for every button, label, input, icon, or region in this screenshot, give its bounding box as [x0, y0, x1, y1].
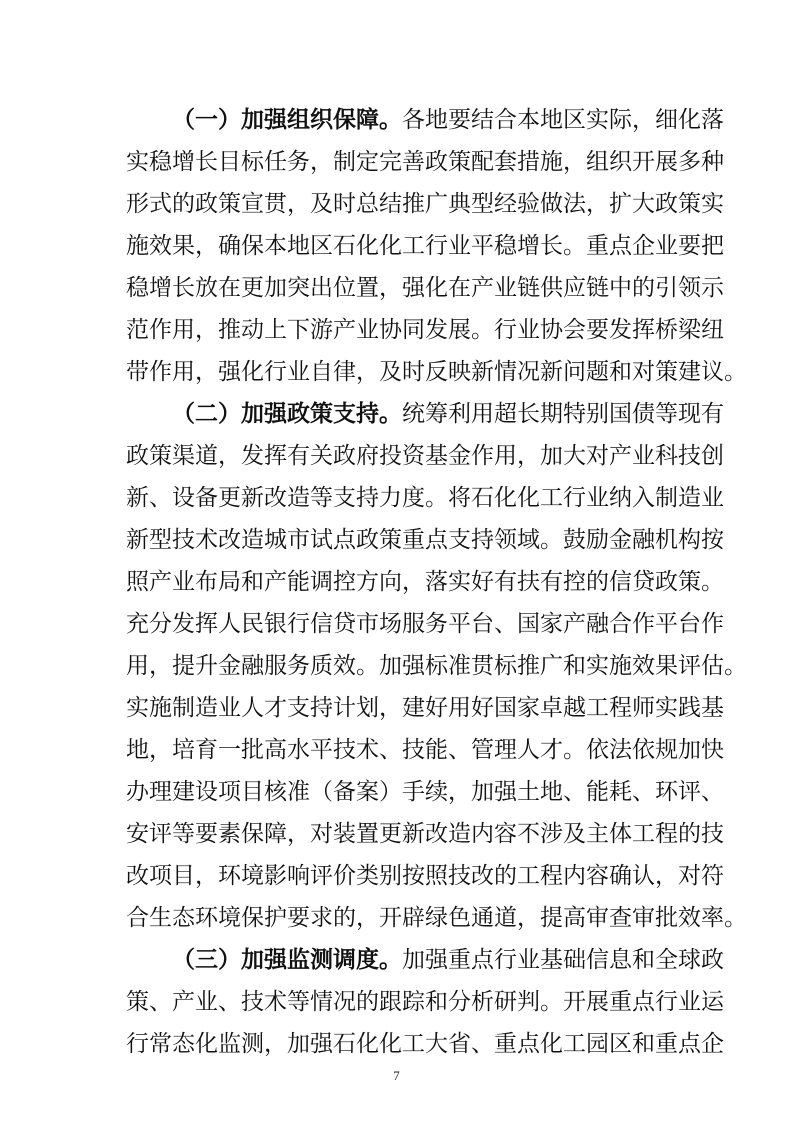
section-3-heading: （三）加强监测调度。	[172, 946, 402, 973]
paragraph-2-line-4: 新型技术改造城市试点政策重点支持领域。鼓励金融机构按	[126, 527, 724, 553]
page-number: 7	[393, 1068, 400, 1083]
paragraph-1-line-6: 范作用，推动上下游产业协同发展。行业协会要发挥桥梁纽	[126, 317, 724, 343]
paragraph-1-line-2: 实稳增长目标任务，制定完善政策配套措施，组织开展多种	[126, 149, 724, 175]
paragraph-2-line-2: 政策渠道，发挥有关政府投资基金作用，加大对产业科技创	[126, 443, 724, 469]
paragraph-2-line-12: 改项目，环境影响评价类别按照技改的工程内容确认，对符	[126, 863, 724, 889]
paragraph-3-text: 加强重点行业基础信息和全球政	[402, 947, 724, 973]
paragraph-1-line-3: 形式的政策宣贯，及时总结推广典型经验做法，扩大政策实	[126, 191, 724, 217]
paragraph-3-line-2: 策、产业、技术等情况的跟踪和分析研判。开展重点行业运	[126, 989, 724, 1015]
paragraph-2-line-3: 新、设备更新改造等支持力度。将石化化工行业纳入制造业	[126, 485, 724, 511]
section-1-heading: （一）加强组织保障。	[172, 106, 402, 133]
paragraph-1-line-7: 带作用，强化行业自律，及时反映新情况新问题和对策建议。	[126, 359, 747, 385]
paragraph-2-line-11: 安评等要素保障，对装置更新改造内容不涉及主体工程的技	[126, 821, 724, 847]
paragraph-2-line-7: 用，提升金融服务质效。加强标准贯标推广和实施效果评估。	[126, 653, 747, 679]
paragraph-2-line-10: 办理建设项目核准（备案）手续，加强土地、能耗、环评、	[126, 779, 724, 805]
paragraph-1-line-4: 施效果，确保本地区石化化工行业平稳增长。重点企业要把	[126, 233, 724, 259]
paragraph-3-line-1	[172, 939, 724, 981]
paragraph-2-text: 统筹利用超长期特别国债等现有	[402, 401, 724, 427]
paragraph-2-line-6: 充分发挥人民银行信贷市场服务平台、国家产融合作平台作	[126, 611, 724, 637]
paragraph-2-line-8: 实施制造业人才支持计划，建好用好国家卓越工程师实践基	[126, 695, 724, 721]
paragraph-3-line-3: 行常态化监测，加强石化化工大省、重点化工园区和重点企	[126, 1031, 724, 1057]
paragraph-2-line-9: 地，培育一批高水平技术、技能、管理人才。依法依规加快	[126, 737, 724, 763]
paragraph-2-line-13: 合生态环境保护要求的，开辟绿色通道，提高审查审批效率。	[126, 905, 747, 931]
paragraph-1-line-5: 稳增长放在更加突出位置，强化在产业链供应链中的引领示	[126, 275, 724, 301]
paragraph-1-line-1	[172, 99, 724, 141]
paragraph-2-line-1	[172, 393, 724, 435]
paragraph-1-text: 各地要结合本地区实际，细化落	[402, 107, 724, 133]
section-2-heading: （二）加强政策支持。	[172, 400, 402, 427]
paragraph-2-line-5: 照产业布局和产能调控方向，落实好有扶有控的信贷政策。	[126, 569, 724, 595]
